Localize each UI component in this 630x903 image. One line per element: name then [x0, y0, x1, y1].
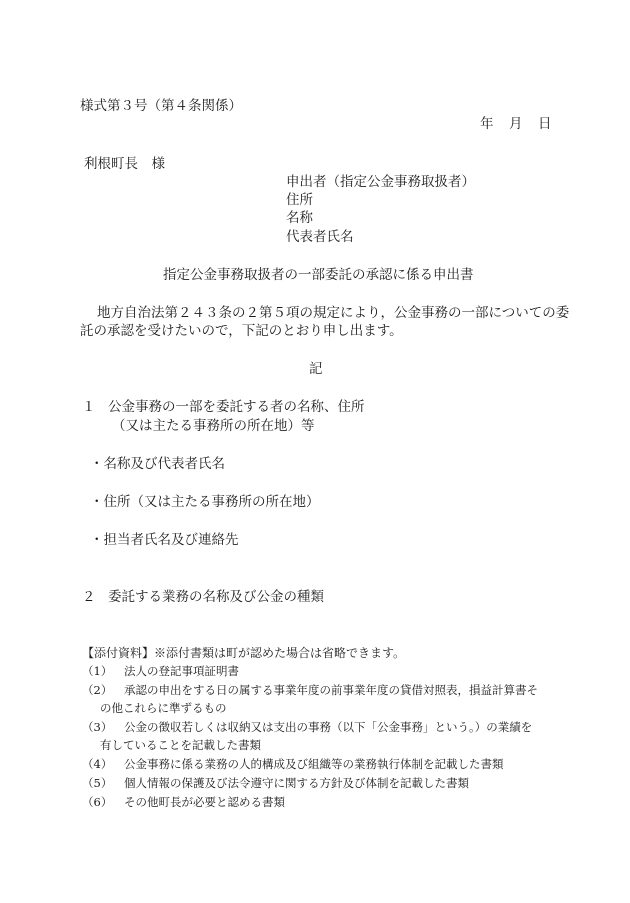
- attachment-text: 法人の登記事項証明書: [124, 664, 239, 678]
- item-1-bullet-3: ・担当者氏名及び連絡先: [90, 532, 239, 548]
- attachment-number: （5）: [82, 776, 113, 790]
- attachment-number: （1）: [82, 664, 113, 678]
- form-number: 様式第３号（第４条関係）: [80, 98, 242, 114]
- attachments-heading: 【添付資料】※添付書類は町が認めた場合は省略できます。: [82, 646, 406, 660]
- attachment-item: [82, 777, 469, 791]
- applicant-heading: 申出者（指定公金事務取扱者）: [286, 174, 475, 190]
- attachment-number: （3）: [82, 720, 113, 734]
- attachment-number: （6）: [82, 795, 113, 809]
- attachment-text: 公金事務に係る業務の人的構成及び組織等の業務執行体制を記載した書類: [124, 757, 504, 771]
- attachment-number: （4）: [82, 757, 113, 771]
- attachment-text: 個人情報の保護及び法令遵守に関する方針及び体制を記載した書類: [124, 776, 469, 790]
- item-1-number: １: [82, 399, 96, 415]
- applicant-address-label: 住所: [286, 192, 313, 208]
- date-line: 年 月 日: [480, 116, 553, 132]
- attachment-item: [82, 796, 285, 810]
- attachment-item: [82, 758, 504, 772]
- attachment-text: 承認の申出をする日の属する事業年度の前事業年度の貸借対照表，損益計算書そ: [124, 683, 538, 697]
- attachment-number: （2）: [82, 683, 113, 697]
- item-1-text-cont: （又は主たる事務所の所在地）等: [112, 418, 315, 434]
- item-1-bullet-2: ・住所（又は主たる事務所の所在地）: [90, 494, 320, 510]
- document-title: 指定公金事務取扱者の一部委託の承認に係る申出書: [163, 267, 474, 283]
- ki-heading: 記: [309, 361, 323, 377]
- attachment-text: 公金の徴収若しくは収納又は支出の事務（以下「公金事務」という。）の業績を: [124, 720, 533, 734]
- attachment-item: [82, 721, 532, 735]
- item-2-text: 委託する業務の名称及び公金の種類: [108, 589, 324, 605]
- attachment-text-cont: 有していることを記載した書類: [100, 738, 261, 752]
- applicant-representative-label: 代表者氏名: [286, 229, 354, 245]
- item-1-bullet-1: ・名称及び代表者氏名: [90, 456, 225, 472]
- addressee: 利根町長 様: [84, 156, 165, 172]
- attachment-text-cont: の他これらに準ずるもの: [100, 701, 227, 715]
- applicant-name-label: 名称: [286, 210, 313, 226]
- item-2-number: ２: [82, 589, 96, 605]
- attachment-item: [82, 665, 239, 679]
- attachment-text: その他町長が必要と認める書類: [124, 795, 285, 809]
- item-1-text: 公金事務の一部を委託する者の名称、住所: [108, 399, 365, 415]
- body-text-line-1: 地方自治法第２４３条の２第５項の規定により，公金事務の一部についての委: [97, 305, 570, 321]
- attachment-item: [82, 684, 538, 698]
- body-text-line-2: 託の承認を受けたいので，下記のとおり申し出ます。: [80, 323, 403, 339]
